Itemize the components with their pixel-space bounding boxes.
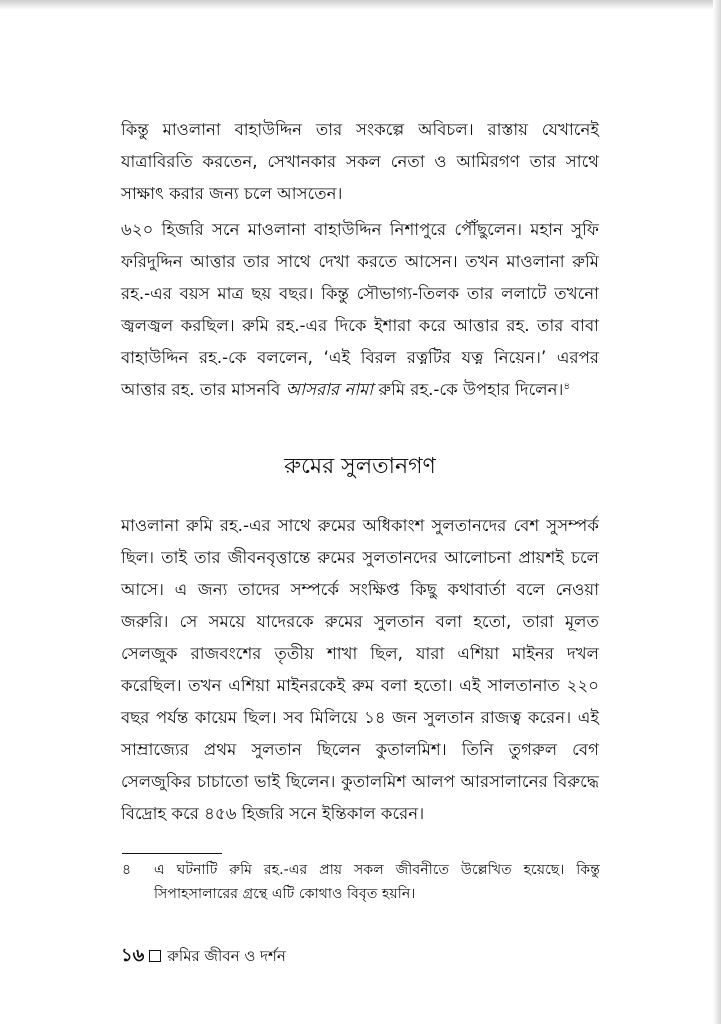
footnote-reference[interactable]: ৪ xyxy=(563,381,570,392)
page-footer xyxy=(121,944,286,968)
body-paragraph-3: মাওলানা রুমি রহ.-এর সাথে রুমের অধিকাংশ সুলতানদের বেশ সুসম্পর্ক ছিল। তাই তার জীবনবৃত্তান্তে রুমের সুলতানদের আলোচনা প্রায়শই চলে আসে। এ জন্য তাদের সম্পর্কে সংক্ষিপ্ত কিছু কথাবার্তা বলে নেওয়া জরুরি। সে সময়ে যাদেরকে রুমের সুলতান বলা হতো, তারা মূলত সেলজুক রাজবংশের তৃতীয় শাখা ছিল, যারা এশিয়া মাইনর দখল করেছিল। তখন এশিয়া মাইনরকেই রুম বলা হতো। এই সালতানাত ২২০ বছর পর্যন্ত কায়েম ছিল। সব মিলিয়ে ১৪ জন সুলতান রাজত্ব করেন। এই সাম্রাজ্যের প্রথম সুলতান ছিলেন কুতালমিশ। তিনি তুগরুল বেগ সেলজুকির চাচাতো ভাই ছিলেন। কুতালমিশ আলপ আরসালানের বিরুদ্ধে বিদ্রোহ করে ৪৫৬ হিজরি সনে ইন্তিকাল করেন। xyxy=(121,516,599,823)
footnote-text: এ ঘটনাটি রুমি রহ.-এর প্রায় সকল জীবনীতে উল্লেখিত হয়েছে। কিন্তু সিপাহসালারের গ্রন্থে এটি কোথাও বিবৃত হয়নি। xyxy=(154,862,600,902)
body-paragraph-1: কিন্তু মাওলানা বাহাউদ্দিন তার সংকল্পে অবিচল। রাস্তায় যেখানেই যাত্রাবিরতি করতেন, সেখানকার সকল নেতা ও আমিরগণ তার সাথে সাক্ষাৎ করার জন্য চলে আসতেন। xyxy=(121,120,599,203)
paragraph-2-text-end: রুমি রহ.-কে উপহার দিলেন। xyxy=(378,380,564,399)
footnote xyxy=(122,858,600,906)
square-box-icon xyxy=(149,950,161,962)
paragraph-2-text: ৬২০ হিজরি সনে মাওলানা বাহাউদ্দিন নিশাপুরে পৌঁছুলেন। মহান সুফি ফরিদুদ্দিন আত্তার তার সাথে দেখা করতে আসেন। তখন মাওলানা রুমি রহ.-এর বয়স মাত্র ছয় বছর। কিন্তু সৌভাগ্য-তিলক তার ললাটে তখনো জ্বলজ্বল করছিল। রুমি রহ.-এর দিকে ইশারা করে আত্তার রহ. তার বাবা বাহাউদ্দিন রহ.-কে বললেন, ‘এই বিরল রত্নটির যত্ন নিয়েন।’ এরপর আত্তার রহ. তার মাসনবি xyxy=(121,220,599,399)
page-number: ১৬ xyxy=(121,945,145,966)
body-paragraph-2 xyxy=(121,214,599,406)
footnote-number: ৪ xyxy=(122,862,132,878)
section-heading: রুমের সুলতানগণ xyxy=(284,454,436,479)
footnote-divider xyxy=(122,853,222,854)
page-right-shadow xyxy=(713,0,721,1024)
page-top-shadow xyxy=(0,0,721,10)
book-title-italic: আসরার নামা xyxy=(285,380,374,399)
running-title: রুমির জীবন ও দর্শন xyxy=(167,947,286,965)
